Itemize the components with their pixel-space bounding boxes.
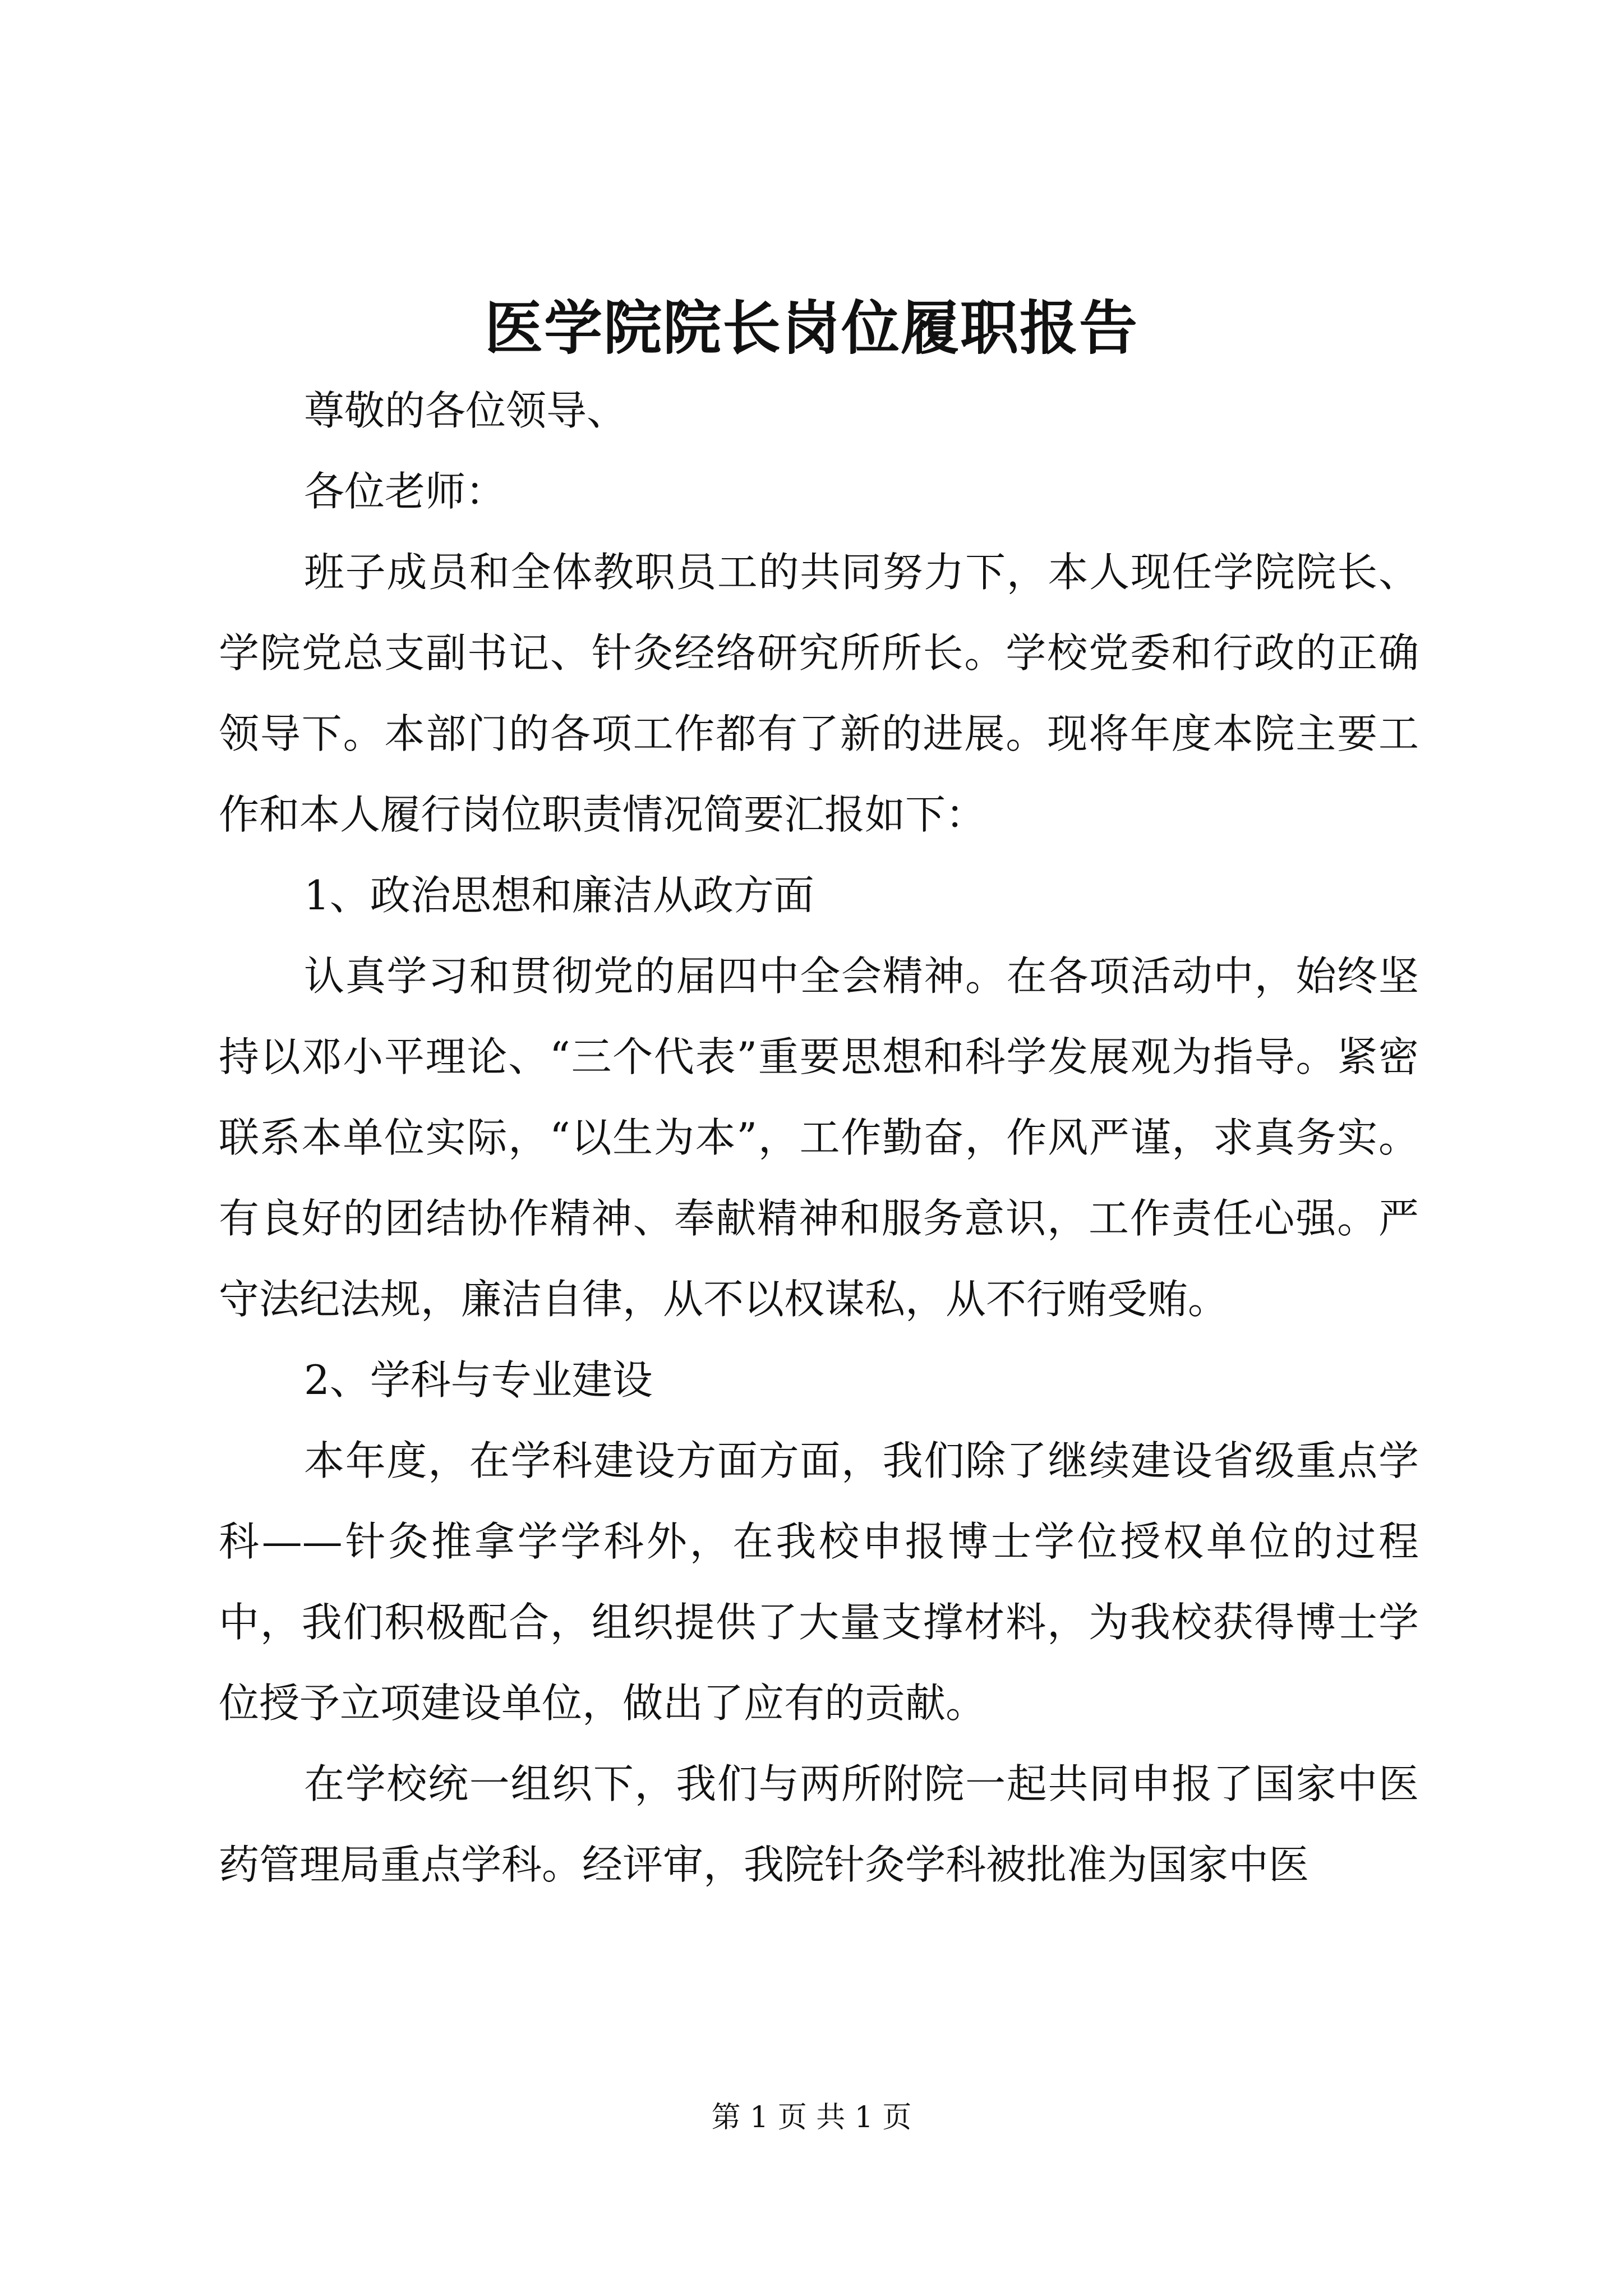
document-title: 医学院院长岗位履职报告 <box>484 293 1138 362</box>
salutation-line-2: 各位老师： <box>304 468 506 515</box>
intro-paragraph: 班子成员和全体教职员工的共同努力下，本人现任学院院长、学院党总支副书记、针灸经络研究所所长。学校党委和行政的正确领导下。本部门的各项工作都有了新的进展。现将年度本院主要工作和本人履行岗位职责情况简要汇报如下： <box>219 549 1419 838</box>
section-1-paragraph: 认真学习和贯彻党的届四中全会精神。在各项活动中，始终坚持以邓小平理论、“三个代表”重要思想和科学发展观为指导。紧密联系本单位实际，“以生为本”，工作勤奋，作风严谨，求真务实。有良好的团结协作精神、奉献精神和服务意识，工作责任心强。严守法纪法规，廉洁自律，从不以权谋私，从不行贿受贿。 <box>219 953 1419 1323</box>
section-2-paragraph-2: 在学校统一组织下，我们与两所附院一起共同申报了国家中医药管理局重点学科。经评审，我院针灸学科被批准为国家中医 <box>219 1760 1419 1888</box>
page-footer: 第 1 页 共 1 页 <box>711 2101 912 2134</box>
section-heading-2: 2、学科与专业建设 <box>304 1356 653 1404</box>
salutation-line-1: 尊敬的各位领导、 <box>304 387 628 434</box>
section-2-paragraph-1: 本年度，在学科建设方面方面，我们除了继续建设省级重点学科——针灸推拿学学科外，在我校申报博士学位授权单位的过程中，我们积极配合，组织提供了大量支撑材料，为我校获得博士学位授予立项建设单位，做出了应有的贡献。 <box>219 1437 1419 1727</box>
document-body <box>219 370 1419 1905</box>
section-heading-1: 1、政治思想和廉洁从政方面 <box>304 872 814 919</box>
